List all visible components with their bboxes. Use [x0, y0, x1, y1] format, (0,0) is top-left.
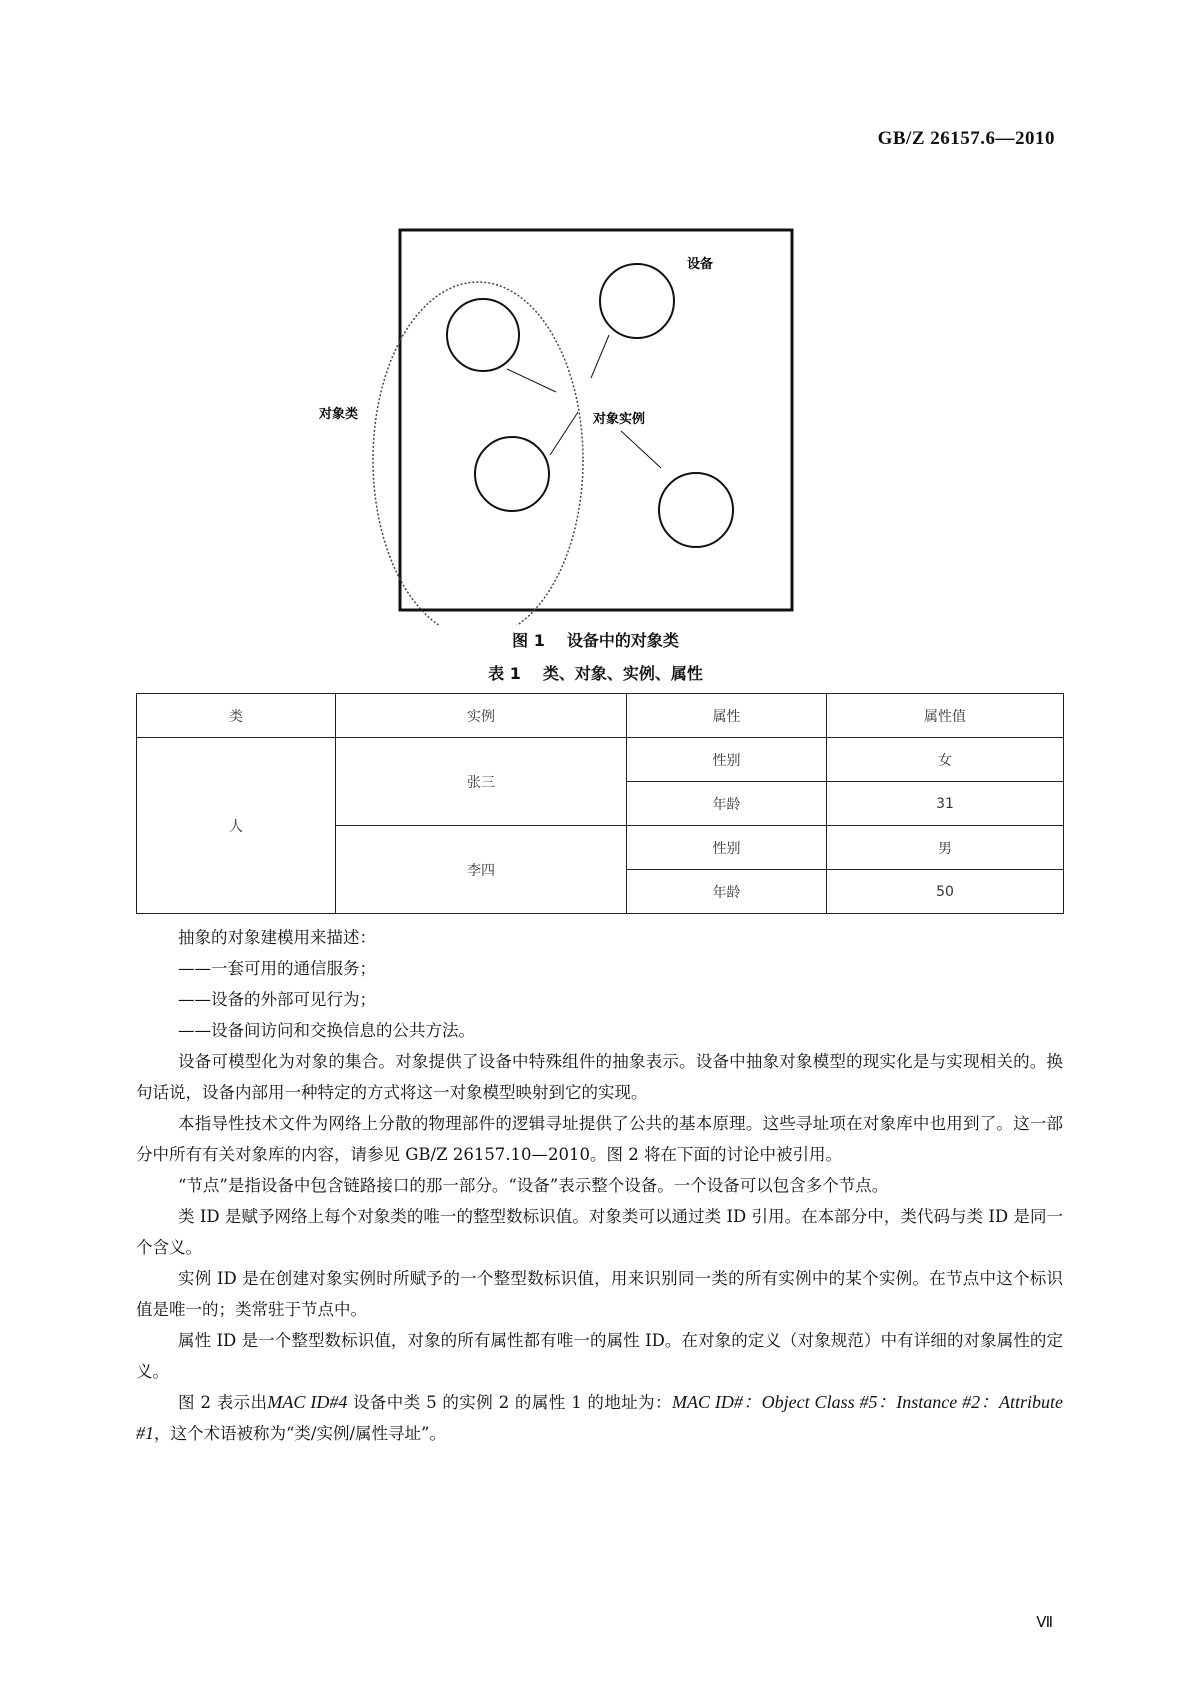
paragraph: 实例 ID 是在创建对象实例时所赋予的一个整型数标识值，用来识别同一类的所有实例中的某个实例。在节点中这个标识值是唯一的；类常驻于节点中。 — [136, 1269, 1063, 1319]
header-cell: 属性值 — [827, 694, 1064, 738]
label-device: 设备 — [687, 257, 714, 272]
instance-cell: 李四 — [336, 826, 627, 914]
table-header-row — [137, 694, 1064, 738]
page-number: Ⅶ — [1036, 1615, 1053, 1631]
paragraph: 类 ID 是赋予网络上每个对象类的唯一的整型数标识值。对象类可以通过类 ID 引用。在本部分中，类代码与类 ID 是同一个含义。 — [136, 1207, 1063, 1257]
header-cell: 属性 — [627, 694, 827, 738]
paragraph: 本指导性技术文件为网络上分散的物理部件的逻辑寻址提供了公共的基本原理。这些寻址项在对象库中也用到了。这一部分中所有有关对象库的内容，请参见 GB/Z 26157.10—2010。图 2 将在下面的讨论中被引用。 — [136, 1114, 1063, 1164]
value-cell: 女 — [827, 738, 1064, 782]
figure-caption — [0, 628, 1191, 651]
figure-caption-number: 图 1 — [512, 631, 545, 650]
leader-line — [621, 431, 661, 468]
value-cell: 31 — [827, 782, 1064, 826]
list-item: ——设备间访问和交换信息的公共方法。 — [178, 1021, 475, 1040]
class-cell: 人 — [137, 738, 336, 914]
leader-line — [507, 369, 556, 392]
class-object-table — [136, 693, 1064, 914]
value-cell: 男 — [827, 826, 1064, 870]
object-class-diagram — [300, 225, 880, 625]
attribute-cell: 性别 — [627, 826, 827, 870]
table-caption — [0, 661, 1191, 684]
body-text — [136, 922, 1063, 1449]
attribute-cell: 年龄 — [627, 870, 827, 914]
leader-line — [591, 335, 609, 378]
attribute-cell: 性别 — [627, 738, 827, 782]
header-cell: 类 — [137, 694, 336, 738]
object-instance-circle-2 — [600, 264, 674, 338]
paragraph — [136, 1387, 1063, 1449]
leader-line — [550, 412, 578, 455]
object-instance-circle-1 — [447, 299, 519, 371]
instance-cell: 张三 — [336, 738, 627, 826]
text-run: ，这个术语被称为“类/实例/属性寻址”。 — [154, 1424, 446, 1443]
label-object-instance: 对象实例 — [593, 412, 646, 427]
paragraph: “节点”是指设备中包含链路接口的那一部分。“设备”表示整个设备。一个设备可以包含多个节点。 — [178, 1176, 889, 1195]
list-item: ——一套可用的通信服务； — [178, 959, 376, 978]
mac-id-term: MAC ID#4 — [267, 1392, 348, 1412]
attribute-cell: 年龄 — [627, 782, 827, 826]
paragraph: 属性 ID 是一个整型数标识值，对象的所有属性都有唯一的属性 ID。在对象的定义（对象规范）中有详细的对象属性的定义。 — [136, 1331, 1063, 1381]
figure-caption-text: 设备中的对象类 — [566, 631, 679, 650]
text-run: 设备中类 5 的实例 2 的属性 1 的地址为： — [347, 1393, 672, 1412]
paragraph: 抽象的对象建模用来描述： — [178, 928, 376, 947]
table-row — [137, 738, 1064, 782]
text-run: 图 2 表示出 — [178, 1393, 268, 1412]
label-object-class: 对象类 — [319, 407, 359, 422]
object-instance-circle-4 — [659, 473, 733, 547]
table-caption-text: 类、对象、实例、属性 — [542, 664, 703, 683]
list-item: ——设备的外部可见行为； — [178, 990, 376, 1009]
address-term: MAC ID#：Object Class #5：Instance #2：Attribute #1 — [136, 1392, 1063, 1443]
value-cell: 50 — [827, 870, 1064, 914]
standard-number: GB/Z 26157.6—2010 — [877, 128, 1055, 149]
header-cell: 实例 — [336, 694, 627, 738]
paragraph: 设备可模型化为对象的集合。对象提供了设备中特殊组件的抽象表示。设备中抽象对象模型的现实化是与实现相关的。换句话说，设备内部用一种特定的方式将这一对象模型映射到它的实现。 — [136, 1052, 1063, 1102]
object-instance-circle-3 — [475, 437, 549, 511]
table-caption-number: 表 1 — [488, 664, 521, 683]
